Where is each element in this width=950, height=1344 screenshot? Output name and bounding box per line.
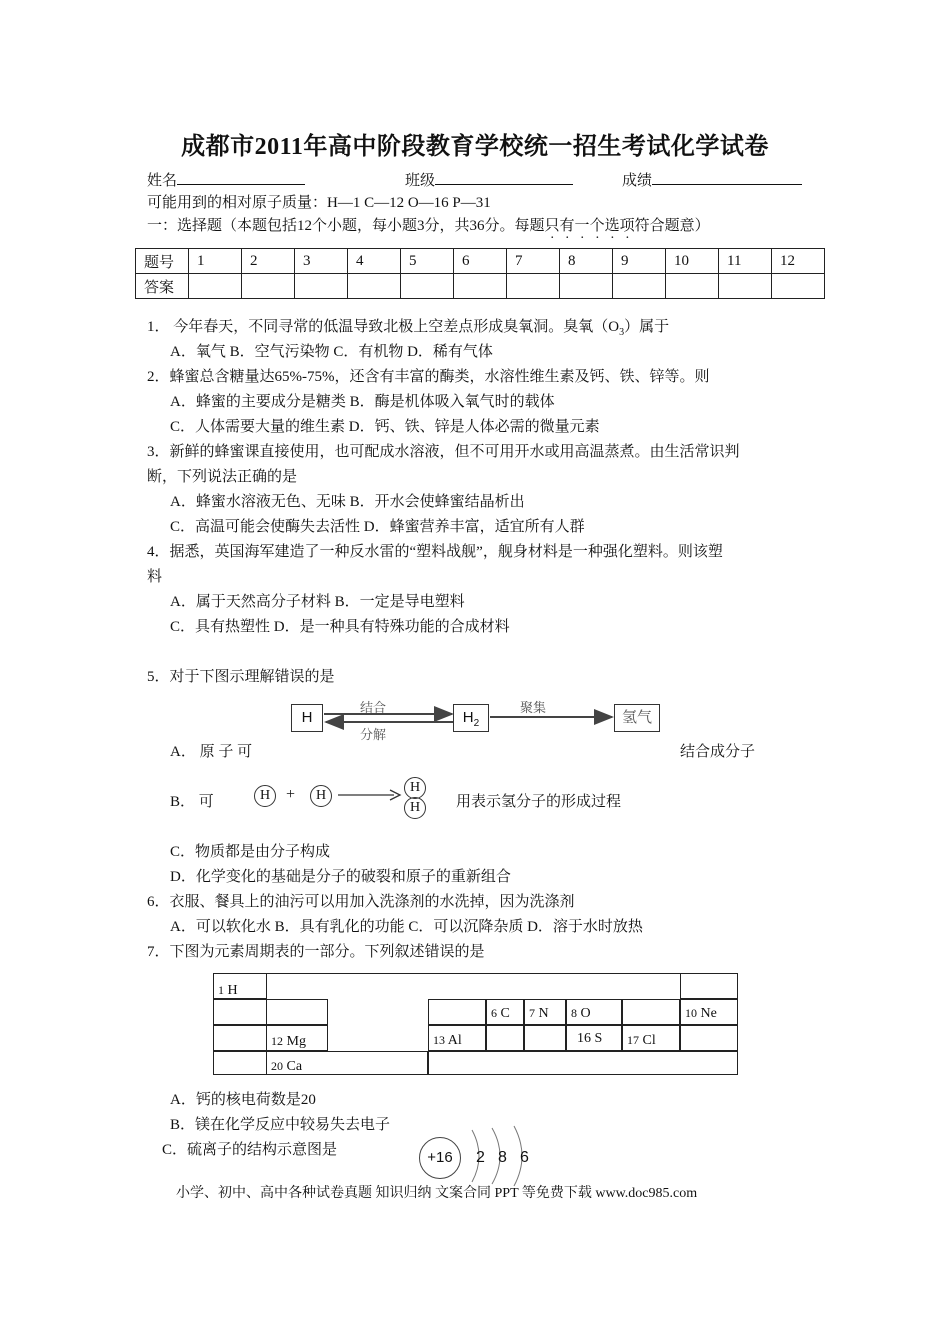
- answer-cell[interactable]: [401, 274, 454, 299]
- shell-3-electrons: 6: [520, 1149, 529, 1166]
- element-cell-blank: [213, 1051, 267, 1075]
- answer-cell[interactable]: [295, 274, 348, 299]
- answer-cell[interactable]: [560, 274, 613, 299]
- q7-option-b: B．镁在化学反应中较易失去电子: [170, 1117, 391, 1133]
- element-cell-blank: [266, 999, 328, 1025]
- element-cell-blank: [428, 999, 486, 1025]
- answer-cell[interactable]: [719, 274, 772, 299]
- q1-options: A．氧气 B．空气污染物 C．有机物 D．稀有气体: [170, 344, 493, 360]
- element-cell-blank: [680, 1025, 738, 1051]
- q7-option-a: A．钙的核电荷数是20: [170, 1092, 316, 1108]
- question-number-cell: 4: [348, 249, 401, 274]
- score-field: 成绩: [622, 170, 802, 190]
- element-cell-blank: [524, 1025, 566, 1051]
- answer-cell[interactable]: [613, 274, 666, 299]
- q1-stem: 1． 今年春天，不同寻常的低温导致北极上空差点形成臭氧洞。臭氧$(O_3)$属于: [147, 319, 670, 338]
- element-cell-h: 1 H: [213, 973, 267, 999]
- plus-sign: +: [286, 786, 296, 803]
- q5-option-b-left: B． 可: [170, 794, 214, 810]
- answer-cell[interactable]: [772, 274, 825, 299]
- question-number-cell: 10: [666, 249, 719, 274]
- answer-row: [136, 274, 825, 299]
- element-cell-blank: [213, 999, 267, 1025]
- q5-option-a-left: A． 原 子 可: [170, 744, 253, 760]
- question-number-cell: 3: [295, 249, 348, 274]
- h-atom-circle: H: [310, 785, 332, 807]
- element-cell-blank: [622, 999, 680, 1025]
- class-field: 班级: [405, 170, 573, 190]
- shell-2-electrons: 8: [498, 1149, 507, 1166]
- q3-options-ab: A．蜂蜜水溶液无色、无味 B．开水会使蜂蜜结晶析出: [170, 494, 525, 510]
- h-atom-circle: H: [254, 785, 276, 807]
- q6-options: A．可以软化水 B．具有乳化的功能 C．可以沉降杂质 D．溶于水时放热: [170, 919, 643, 935]
- gather-label: 聚集: [520, 700, 547, 715]
- question-number-cell: 6: [454, 249, 507, 274]
- element-cell-ne: 10 Ne: [680, 999, 738, 1025]
- element-cell-cl: 17 Cl: [622, 1025, 680, 1051]
- answer-cell[interactable]: [242, 274, 295, 299]
- reaction-arrow: [338, 788, 402, 802]
- question-number-row: [136, 249, 825, 274]
- q4-stem-line2: 料: [147, 569, 163, 585]
- q2-options-ab: A．蜂蜜的主要成分是糖类 B．酶是机体吸入氧气时的载体: [170, 394, 555, 410]
- element-cell-n: 7 N: [524, 999, 566, 1025]
- element-cell-blank: [213, 1025, 267, 1051]
- answer-cell[interactable]: [189, 274, 242, 299]
- q5-option-d: D．化学变化的基础是分子的破裂和原子的重新组合: [170, 869, 511, 885]
- element-cell-c: 6 C: [486, 999, 524, 1025]
- element-cell-blank: [680, 973, 738, 999]
- page-title: 成都市2011年高中阶段教育学校统一招生考试化学试卷: [181, 134, 769, 160]
- table-top-border: [267, 973, 681, 999]
- question-number-cell: 7: [507, 249, 560, 274]
- h-atom-circle: H: [404, 797, 426, 819]
- question-number-cell: 1: [189, 249, 242, 274]
- q2-options-cd: C．人体需要大量的维生素 D．钙、铁、锌是人体必需的微量元素: [170, 419, 600, 435]
- q3-options-cd: C．高温可能会使酶失去活性 D．蜂蜜营养丰富，适宜所有人群: [170, 519, 585, 535]
- question-number-cell: 9: [613, 249, 666, 274]
- q6-stem: 6．衣服、餐具上的油污可以用加入洗涤剂的水洗掉，因为洗涤剂: [147, 894, 575, 910]
- row-label: 题号: [136, 249, 189, 274]
- element-cell-o: 8 O: [566, 999, 622, 1025]
- element-cell-ca: 20 Ca: [266, 1051, 428, 1075]
- q7-option-c: C．硫离子的结构示意图是: [162, 1142, 338, 1158]
- question-number-cell: 11: [719, 249, 772, 274]
- answer-cell[interactable]: [454, 274, 507, 299]
- question-number-cell: 5: [401, 249, 454, 274]
- atomic-mass-line: 可能用到的相对原子质量：H—1 C—12 O—16 P—31: [147, 195, 491, 211]
- question-number-cell: 8: [560, 249, 613, 274]
- q5-option-c: C．物质都是由分子构成: [170, 844, 331, 860]
- answer-table: [135, 248, 825, 299]
- answer-cell[interactable]: [666, 274, 719, 299]
- h-atom-box: H: [291, 704, 323, 732]
- section1-heading: 一：选择题（本题包括12个小题，每小题3分，共36分。每题只有一个选项符合题意）: [147, 218, 710, 234]
- question-number-cell: 12: [772, 249, 825, 274]
- row-label: 答案: [136, 274, 189, 299]
- h2-molecule-box: $H_2$: [453, 704, 489, 732]
- name-field: 姓名: [147, 170, 305, 190]
- q4-options-cd: C．具有热塑性 D．是一种具有特殊功能的合成材料: [170, 619, 510, 635]
- decompose-label: 分解: [360, 727, 387, 742]
- q5-option-b-right: 用表示氢分子的形成过程: [456, 794, 622, 810]
- answer-cell[interactable]: [348, 274, 401, 299]
- q3-stem-line2: 断，下列说法正确的是: [147, 469, 298, 485]
- element-cell-s: 16 S: [566, 1025, 622, 1051]
- q3-stem-line1: 3．新鲜的蜂蜜课直接使用，也可配成水溶液，但不可用开水或用高温蒸煮。由生活常识判: [147, 444, 740, 460]
- question-number-cell: 2: [242, 249, 295, 274]
- element-cell-mg: 12 Mg: [266, 1025, 328, 1051]
- q5-option-a-right: 结合成分子: [680, 744, 756, 760]
- q5-stem: 5．对于下图示理解错误的是: [147, 669, 335, 685]
- shell-1-electrons: 2: [476, 1149, 485, 1166]
- hydrogen-gas-box: 氢气: [614, 704, 660, 732]
- nucleus: +16: [419, 1137, 461, 1179]
- q7-stem: 7．下图为元素周期表的一部分。下列叙述错误的是: [147, 944, 485, 960]
- q2-stem: 2．蜂蜜总含糖量达65%-75%，还含有丰富的酶类，水溶性维生素及钙、铁、锌等。则: [147, 369, 710, 385]
- footer: 小学、初中、高中各种试卷真题 知识归纳 文案合同 PPT 等免费下载 www.doc985.com: [176, 1186, 698, 1201]
- element-cell-blank: [428, 1051, 738, 1075]
- element-cell-al: 13 Al: [428, 1025, 486, 1051]
- q4-options-ab: A．属于天然高分子材料 B．一定是导电塑料: [170, 594, 465, 610]
- answer-cell[interactable]: [507, 274, 560, 299]
- q4-stem-line1: 4．据悉，英国海军建造了一种反水雷的“塑料战舰”，舰身材料是一种强化塑料。则该塑: [147, 544, 723, 560]
- element-cell-blank: [486, 1025, 524, 1051]
- h-atom-circle: H: [404, 777, 426, 799]
- combine-label: 结合: [360, 700, 387, 715]
